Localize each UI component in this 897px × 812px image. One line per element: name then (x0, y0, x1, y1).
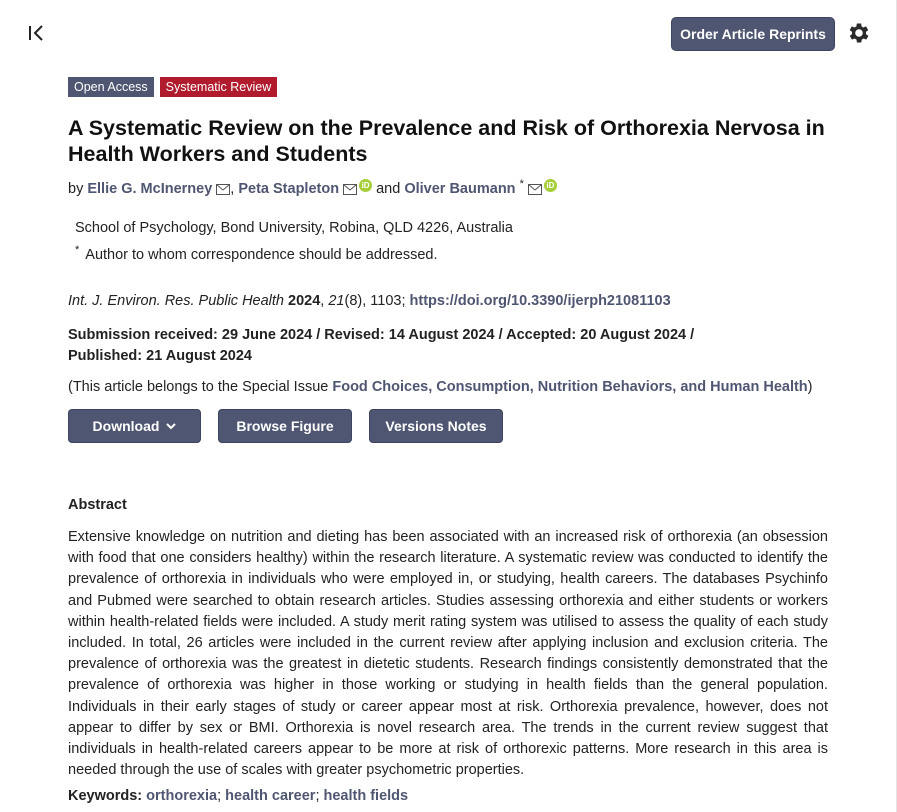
author-link-mcinerney[interactable]: Ellie G. McInerney (87, 180, 213, 197)
browse-figure-button[interactable]: Browse Figure (218, 409, 352, 443)
keyword-separator: ; (217, 788, 222, 804)
keyword-link[interactable]: health fields (323, 788, 409, 804)
citation: Int. J. Environ. Res. Public Health 2024, 21(8), 1103; https://doi.org/10.3390/ijerph21081103 (68, 293, 671, 309)
citation-volume: 21 (328, 293, 345, 309)
correspondence-text: Author to whom correspondence should be addressed. (85, 246, 438, 263)
versions-notes-button[interactable]: Versions Notes (369, 409, 503, 443)
badge-row (68, 77, 277, 97)
abstract-heading: Abstract (68, 497, 127, 513)
chevron-down-icon (166, 423, 176, 430)
download-label: Download (92, 418, 160, 434)
and-label: and (376, 180, 401, 197)
keyword-separator: ; (315, 788, 320, 804)
gear-icon[interactable] (846, 20, 872, 46)
collapse-left-icon[interactable] (26, 22, 48, 44)
abstract-text: Extensive knowledge on nutrition and dieting has been associated with an increased risk of orthorexia (an obsession with food that one considers healthy) within the research literature. A systematic review was conducted to identify the prevalence of orthorexia in individuals who were employed in, or studying, health careers. The databases Psychinfo and Pubmed were searched to obtain research articles. Studies assessing orthorexia and either students or workers within health-related fields were included. A study merit rating system was utilised to assess the quality of each study included. In total, 26 articles were included in the current review after applying inclusion and exclusion criteria. The prevalence of orthorexia was the greatest in dietetic students. Research findings consistently demonstrated that the prevalence of orthorexia was higher in those working or studying in health fields than the general population. Individuals in their early stages of study or career appear most at risk. Orthorexia prevalence, however, does not appear to differ by sex or BMI. Orthorexia is novel research area. The trends in the current review suggest that individuals in health-related careers appear to be more at risk of orthorexic patterns. More research in this area is needed through the use of scales with greater psychometric properties. (68, 529, 828, 779)
journal-name: Int. J. Environ. Res. Public Health (68, 293, 284, 309)
author-list: by Ellie G. McInerney , Peta Stapleton iD and Oliver Baumann * iD (68, 178, 557, 197)
dates-line-1: Submission received: 29 June 2024 / Revised: 14 August 2024 / Accepted: 20 August 2024 / (68, 327, 695, 343)
correspondence-note (75, 244, 438, 263)
special-issue (68, 379, 813, 395)
open-access-badge[interactable]: Open Access (68, 77, 154, 97)
keywords-label: Keywords: (68, 788, 143, 804)
orcid-icon[interactable]: iD (544, 179, 557, 192)
dates-line-2: Published: 21 August 2024 (68, 348, 252, 364)
citation-issue-pages: (8), 1103; (344, 293, 406, 309)
article-type-badge[interactable]: Systematic Review (160, 77, 278, 97)
publication-dates (68, 325, 748, 367)
special-issue-suffix: ) (807, 379, 813, 395)
mail-icon[interactable] (216, 184, 230, 195)
special-issue-link[interactable]: Food Choices, Consumption, Nutrition Behaviors, and Human Health (332, 379, 808, 395)
mail-icon[interactable] (343, 184, 357, 195)
affiliation: School of Psychology, Bond University, Robina, QLD 4226, Australia (75, 220, 513, 236)
download-button[interactable] (68, 409, 201, 443)
author-link-baumann[interactable]: Oliver Baumann (404, 180, 516, 197)
author-link-stapleton[interactable]: Peta Stapleton (238, 180, 340, 197)
correspondence-star: * (75, 244, 80, 256)
citation-year: 2024 (288, 293, 321, 309)
keyword-link[interactable]: health career (225, 788, 316, 804)
keyword-link[interactable]: orthorexia (146, 788, 218, 804)
by-label: by (68, 180, 84, 197)
action-buttons (68, 409, 503, 443)
article-title: A Systematic Review on the Prevalence and Risk of Orthorexia Nervosa in Health Workers and Students (68, 116, 825, 166)
order-reprints-button[interactable]: Order Article Reprints (671, 17, 835, 51)
keywords (68, 788, 408, 804)
orcid-icon[interactable]: iD (359, 179, 372, 192)
doi-link[interactable]: https://doi.org/10.3390/ijerph21081103 (409, 293, 671, 309)
correspondence-star: * (519, 178, 524, 190)
mail-icon[interactable] (528, 184, 542, 195)
special-issue-prefix: (This article belongs to the Special Issue (68, 379, 333, 395)
